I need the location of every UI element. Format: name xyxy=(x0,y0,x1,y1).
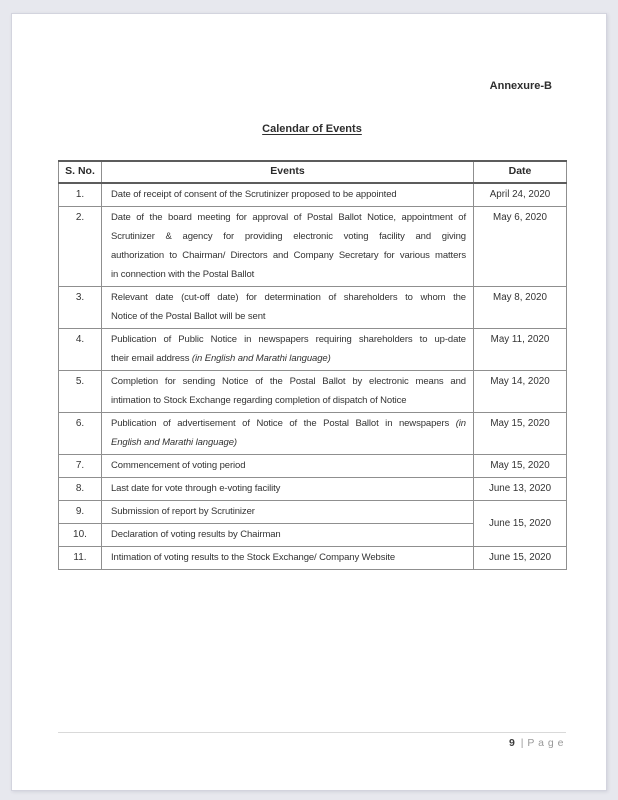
event-text-line: Notice of the Postal Ballot will be sent xyxy=(111,311,266,322)
header-events: Events xyxy=(102,161,474,183)
serial-cell: 8. xyxy=(59,478,102,501)
event-cell xyxy=(102,183,474,207)
event-cell xyxy=(102,329,474,371)
event-text-line: Completion for sending Notice of the Postal Ballot by electronic means and xyxy=(111,376,466,387)
event-text-line: Submission of report by Scrutinizer xyxy=(111,506,255,517)
date-cell: June 13, 2020 xyxy=(474,478,567,501)
date-cell: May 15, 2020 xyxy=(474,413,567,455)
serial-cell: 6. xyxy=(59,413,102,455)
event-text-line: Publication of Public Notice in newspapers requiring shareholders to up-date xyxy=(111,334,466,345)
event-text-line: Date of receipt of consent of the Scrutinizer proposed to be appointed xyxy=(111,189,397,200)
table-row xyxy=(59,287,567,329)
title-wrap xyxy=(58,119,566,137)
serial-cell: 3. xyxy=(59,287,102,329)
event-text-line: Scrutinizer & agency for providing electronic voting facility and giving xyxy=(111,231,466,242)
date-cell: May 8, 2020 xyxy=(474,287,567,329)
page-footer xyxy=(58,737,564,749)
serial-cell: 11. xyxy=(59,547,102,570)
table-row xyxy=(59,547,567,570)
event-cell xyxy=(102,413,474,455)
event-cell xyxy=(102,547,474,570)
page-title: Calendar of Events xyxy=(262,123,362,135)
serial-cell: 5. xyxy=(59,371,102,413)
table-row xyxy=(59,413,567,455)
footer-divider xyxy=(58,732,566,733)
annexure-label: Annexure-B xyxy=(489,80,552,92)
header-date: Date xyxy=(474,161,567,183)
table-row xyxy=(59,501,567,524)
event-text-line: in connection with the Postal Ballot xyxy=(111,269,255,280)
date-cell: May 11, 2020 xyxy=(474,329,567,371)
date-cell: June 15, 2020 xyxy=(474,501,567,547)
table-row xyxy=(59,207,567,287)
date-cell: June 15, 2020 xyxy=(474,547,567,570)
date-cell: May 6, 2020 xyxy=(474,207,567,287)
serial-cell: 7. xyxy=(59,455,102,478)
serial-cell: 1. xyxy=(59,183,102,207)
event-text-line: authorization to Chairman/ Directors and Company Secretary for various matters xyxy=(111,250,466,261)
event-text-line: Last date for vote through e-voting facility xyxy=(111,483,281,494)
event-cell xyxy=(102,478,474,501)
event-cell xyxy=(102,524,474,547)
header-sno: S. No. xyxy=(59,161,102,183)
event-text-line: Publication of advertisement of Notice of the Postal Ballot in newspapers (in xyxy=(111,418,466,429)
event-text-line: Intimation of voting results to the Stock Exchange/ Company Website xyxy=(111,552,396,563)
table-row xyxy=(59,371,567,413)
serial-cell: 2. xyxy=(59,207,102,287)
table-row xyxy=(59,478,567,501)
event-text-line: Commencement of voting period xyxy=(111,460,246,471)
table-row xyxy=(59,455,567,478)
event-cell xyxy=(102,455,474,478)
event-text-line: Date of the board meeting for approval of Postal Ballot Notice, appointment of xyxy=(111,212,466,223)
event-text-line: their email address (in English and Marathi language) xyxy=(111,353,331,364)
footer-page-label: | P a g e xyxy=(520,737,564,749)
event-cell xyxy=(102,371,474,413)
event-text-line: English and Marathi language) xyxy=(111,437,237,448)
event-cell xyxy=(102,501,474,524)
event-text-line: intimation to Stock Exchange regarding completion of dispatch of Notice xyxy=(111,395,407,406)
serial-cell: 10. xyxy=(59,524,102,547)
date-cell: May 15, 2020 xyxy=(474,455,567,478)
serial-cell: 9. xyxy=(59,501,102,524)
event-text-line: Relevant date (cut-off date) for determination of shareholders to whom the xyxy=(111,292,466,303)
table-header-row xyxy=(59,161,567,183)
footer-page-number: 9 xyxy=(509,737,515,749)
serial-cell: 4. xyxy=(59,329,102,371)
date-cell: May 14, 2020 xyxy=(474,371,567,413)
table-row xyxy=(59,329,567,371)
date-cell: April 24, 2020 xyxy=(474,183,567,207)
table-row xyxy=(59,183,567,207)
document-page xyxy=(11,13,607,791)
event-cell xyxy=(102,207,474,287)
event-text-line: Declaration of voting results by Chairman xyxy=(111,529,281,540)
event-cell xyxy=(102,287,474,329)
calendar-of-events-table xyxy=(58,160,567,570)
events-table-body xyxy=(59,183,567,570)
